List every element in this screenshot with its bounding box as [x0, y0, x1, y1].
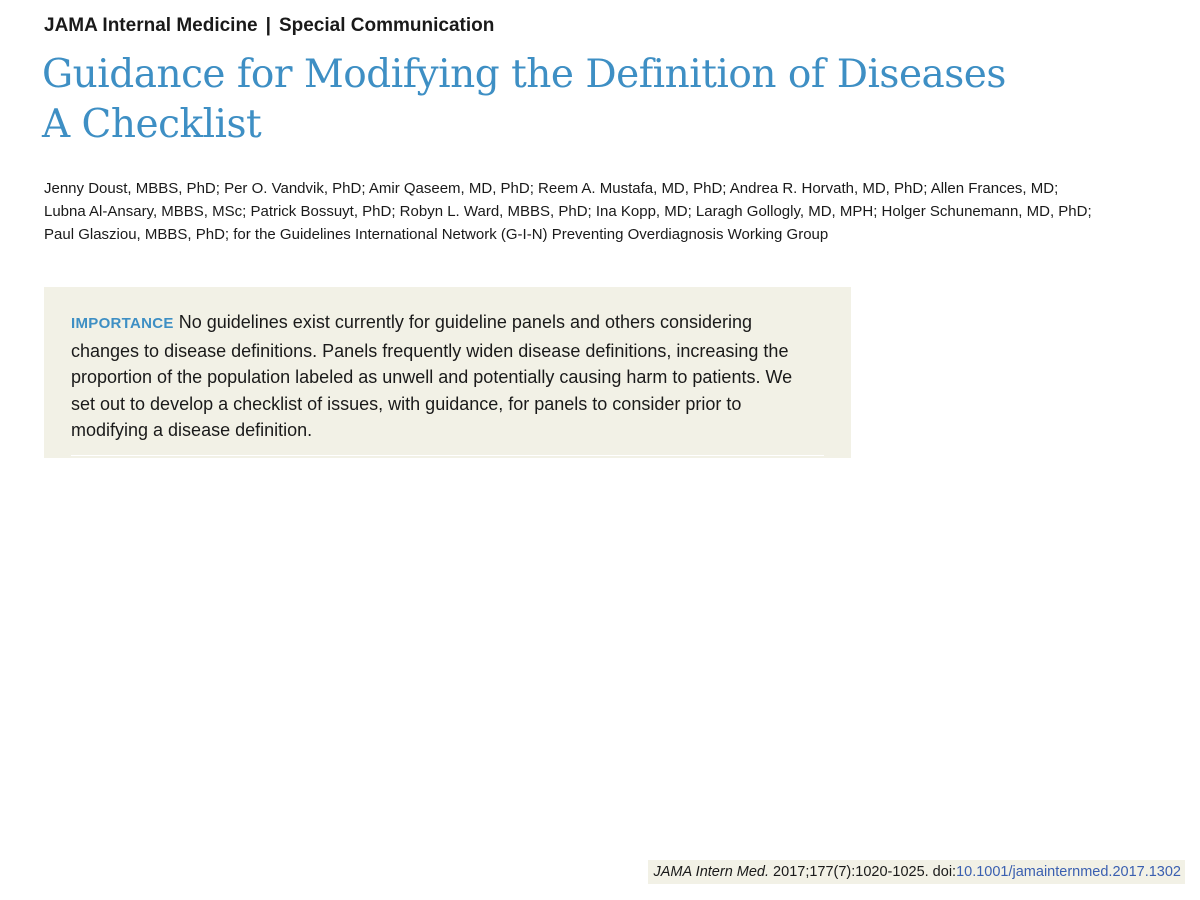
citation-details: 2017;177(7):1020-1025. doi:: [769, 864, 957, 880]
doi-link[interactable]: 10.1001/jamainternmed.2017.1302: [956, 864, 1181, 880]
abstract-label: IMPORTANCE: [71, 315, 174, 332]
header-separator: |: [265, 15, 271, 36]
title-main: Guidance for Modifying the Definition of Diseases: [42, 52, 1006, 97]
abstract-line-2: changes to disease definitions. Panels frequently widen disease definitions, increasing the: [71, 340, 789, 361]
title-subtitle: A Checklist: [42, 102, 262, 147]
article-title: [42, 50, 1006, 150]
citation-journal: JAMA Intern Med.: [653, 864, 770, 880]
abstract-line-3: proportion of the population labeled as unwell and potentially causing harm to patients. We: [71, 367, 793, 387]
citation-footer: [648, 860, 1185, 884]
author-line-1: Jenny Doust, MBBS, PhD; Per O. Vandvik, PhD; Amir Qaseem, MD, PhD; Reem A. Mustafa, MD, PhD; Andrea R. Horvath, MD, PhD; Allen Frances, MD;: [44, 180, 1059, 197]
author-line-2: Lubna Al-Ansary, MBBS, MSc; Patrick Bossuyt, PhD; Robyn L. Ward, MBBS, PhD; Ina Kopp, MD; Laragh Gollogly, MD, MPH; Holger Schunemann, MD, PhD;: [44, 203, 1092, 220]
abstract-line-5: modifying a disease definition.: [71, 420, 313, 440]
author-list: [44, 177, 1164, 246]
abstract-divider: [71, 455, 824, 456]
abstract-box: [44, 287, 851, 458]
abstract-importance: [71, 309, 823, 444]
journal-name: JAMA Internal Medicine: [44, 15, 258, 36]
article-section: Special Communication: [278, 15, 495, 36]
author-line-3: Paul Glasziou, MBBS, PhD; for the Guidelines International Network (G-I-N) Preventing Overdiagnosis Working Group: [44, 226, 829, 243]
abstract-line-4: set out to develop a checklist of issues, with guidance, for panels to consider prior to: [71, 393, 742, 414]
abstract-line-1: No guidelines exist currently for guideline panels and others considering: [178, 312, 753, 332]
journal-header: [44, 15, 494, 37]
